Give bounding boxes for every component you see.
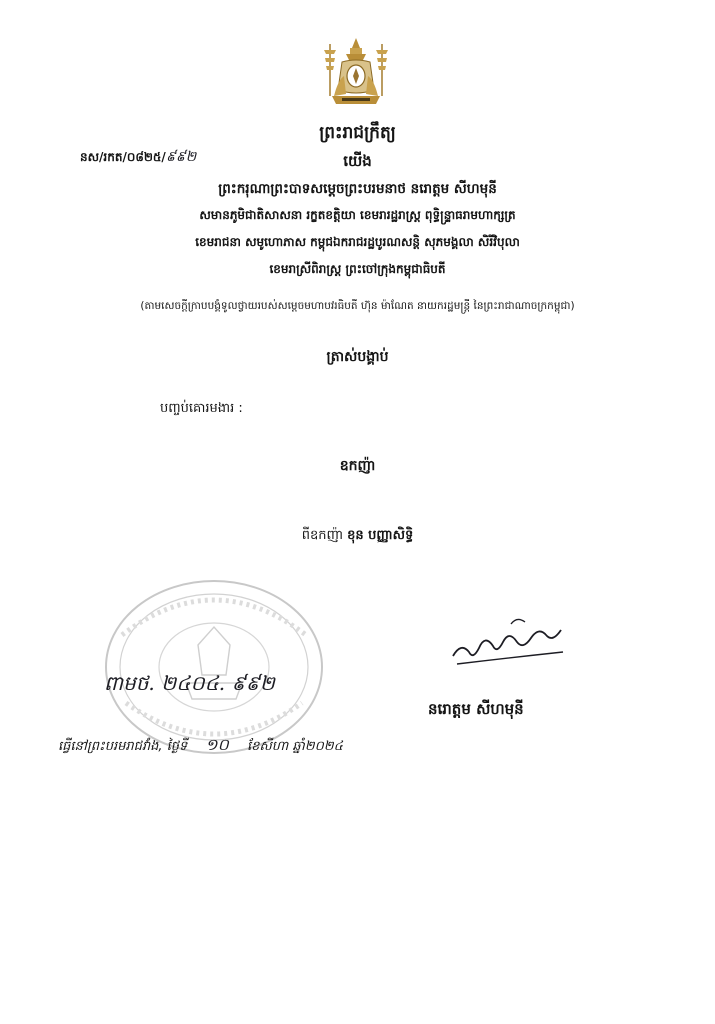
recipient-line bbox=[0, 527, 715, 546]
reference-number-handwritten: ៩៩២ bbox=[165, 149, 197, 165]
recipient-prefix: ពីឧកញ៉ា bbox=[301, 528, 343, 543]
king-title-line-3: ខេមរាជនា សមូហោភាស កម្ពុជឯករាជរដ្ឋបូរណសន្តិ សុភមង្គលា សិរីវិបុលា bbox=[195, 235, 520, 249]
seal-handwritten-number: ពាមថ. ២៤០៤. ៩៩២ bbox=[104, 671, 275, 695]
king-title-line-1: ព្រះករុណាព្រះបាទសម្តេចព្រះបរមនាថ នរោត្តម សីហមុនី bbox=[218, 181, 497, 197]
reference-number-printed: នស/រកត/០៨២៥/ bbox=[80, 150, 166, 164]
date-month-year: ខែសីហា ឆ្នាំ២០២៤ bbox=[246, 739, 343, 754]
document-title: ព្រះរាជក្រឹត្យ bbox=[319, 123, 396, 143]
decree-heading: ត្រាស់បង្គាប់ bbox=[326, 349, 389, 365]
recipient-name: ខុន បញ្ញាសិទ្ធិ bbox=[347, 528, 414, 543]
date-line bbox=[58, 734, 343, 758]
we-heading: យើង bbox=[343, 152, 372, 170]
order-label: បញ្ចប់គោរមងារ : bbox=[160, 401, 243, 416]
king-title-line-2: សមានភូមិជាតិសាសនា រក្ខតខត្តិយា ខេមរារដ្ឋរាស្ត្រ ពុទ្ធិន្ទ្រាធរាមហាក្សត្រ bbox=[199, 208, 516, 222]
date-prefix: ធ្វើនៅព្រះបរមរាជវាំង, ថ្ងៃទី bbox=[58, 739, 188, 754]
official-seal-stamp bbox=[82, 575, 328, 755]
royal-coat-of-arms-emblem bbox=[316, 36, 396, 108]
reference-note: (តាមសេចក្តីក្រាបបង្គំទូលថ្វាយរបស់សម្តេចមហាបវរធិបតី ហ៊ុន ម៉ាណែត នាយករដ្ឋមន្ត្រី នៃព្រះរាជាណាចក្រកម្ពុជា) bbox=[140, 300, 575, 312]
signatory-name: នរោត្តម សីហមុនី bbox=[428, 700, 524, 718]
handwritten-signature bbox=[447, 612, 567, 672]
king-title-line-4: ខេមរាស្រីពិរាស្ត្រ ព្រះចៅក្រុងកម្ពុជាធិបតី bbox=[269, 262, 446, 276]
honorific-title: ឧកញ៉ា bbox=[339, 458, 376, 474]
date-day: ១០ bbox=[205, 735, 229, 754]
